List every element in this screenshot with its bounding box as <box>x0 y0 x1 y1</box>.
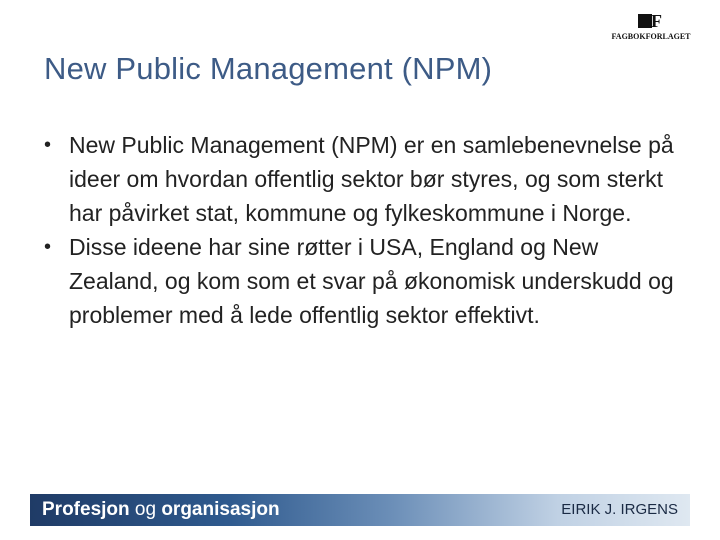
slide-title: New Public Management (NPM) <box>44 51 493 86</box>
book-title-word-2: og <box>129 499 162 520</box>
logo-text: FAGBOKFORLAGET <box>611 32 691 41</box>
book-title <box>42 499 280 521</box>
bullet-marker: • <box>44 134 52 156</box>
book-title-word-1: Profesjon <box>42 499 130 520</box>
bullet-text: New Public Management (NPM) er en samlebenevnelse på ideer om hvordan offentlig sektor bør styres, og som sterkt har påvirket stat, kommune og fylkeskommune i Norge. <box>69 132 674 226</box>
bullet-item <box>44 230 694 332</box>
bullet-list <box>44 128 694 332</box>
author-name: EIRIK J. IRGENS <box>561 501 678 518</box>
bullet-text: Disse ideene har sine røtter i USA, England og New Zealand, og kom som et svar på økonomisk underskudd og problemer med å lede offentlig sektor effektivt. <box>69 234 674 328</box>
publisher-logo <box>611 11 691 52</box>
bullet-marker: • <box>44 236 52 258</box>
book-title-word-3: organisasjon <box>161 499 280 520</box>
footer-banner <box>30 494 690 526</box>
bullet-item <box>44 128 694 230</box>
book-icon <box>638 12 664 30</box>
logo-letter: F <box>651 11 662 31</box>
